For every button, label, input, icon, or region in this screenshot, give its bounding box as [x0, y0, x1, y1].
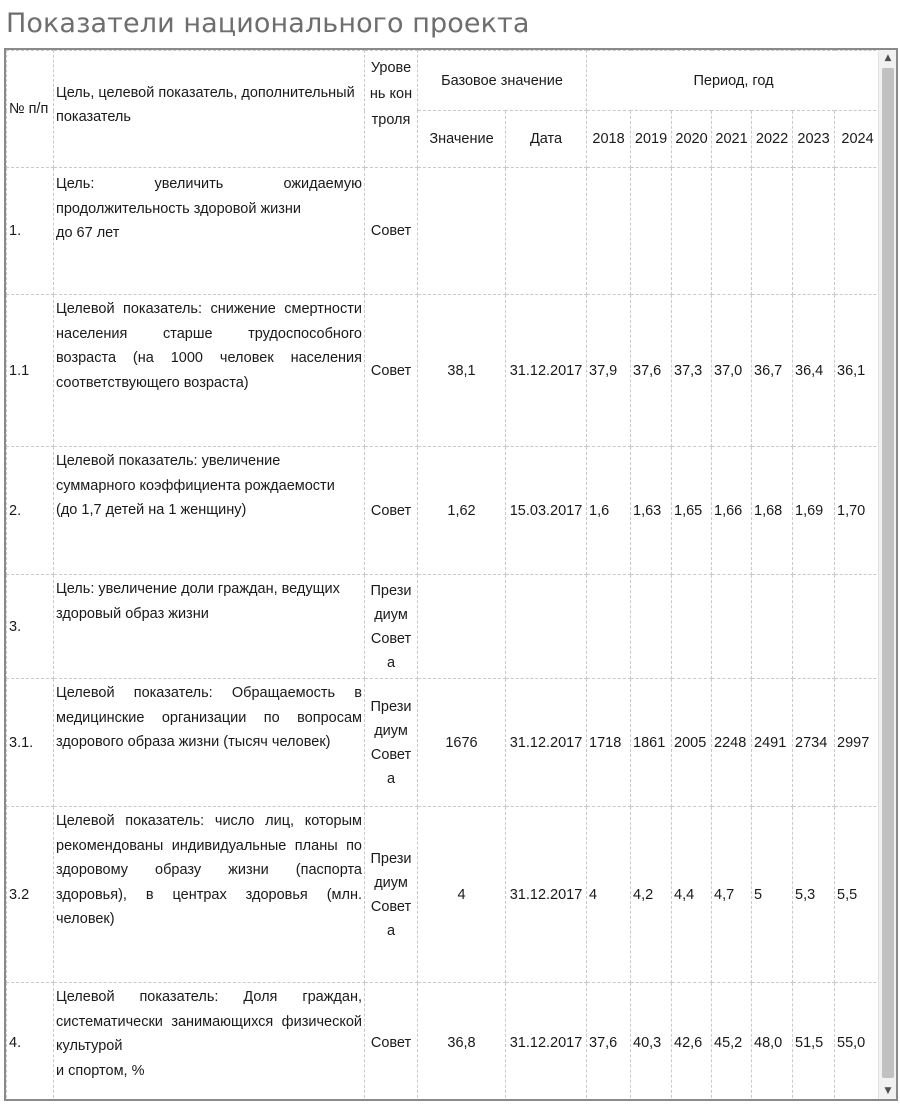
row-year-value — [752, 168, 793, 295]
row-text-line: Целевой показатель: снижение смертности населения старше трудоспособного возраста (на 1000 человек населения соответствующего возраста) — [56, 301, 362, 391]
row-year-value: 1,68 — [752, 447, 793, 575]
row-year-value — [587, 168, 631, 295]
row-year-value: 55,0 — [835, 983, 880, 1100]
row-text-line: здоровый образ жизни — [56, 605, 209, 622]
row-num: 4. — [7, 983, 54, 1100]
row-base-date: 31.12.2017 — [506, 295, 587, 447]
chevron-up-icon[interactable]: ▲ — [884, 53, 892, 63]
row-year-value: 1,69 — [793, 447, 835, 575]
row-year-value: 1,63 — [631, 447, 672, 575]
row-text-line: (до 1,7 детей на 1 женщину) — [56, 502, 247, 518]
row-level: Совет — [365, 295, 418, 447]
row-year-value: 1,70 — [835, 447, 880, 575]
row-text-line: до 67 лет — [56, 225, 120, 241]
row-year-value — [712, 168, 752, 295]
row-year-value: 37,0 — [712, 295, 752, 447]
row-year-value — [631, 575, 672, 679]
row-base-date — [506, 168, 587, 295]
row-year-value: 5 — [752, 807, 793, 983]
row-base-date: 31.12.2017 — [506, 679, 587, 807]
header-base-value: Значение — [418, 111, 506, 168]
row-text — [54, 447, 365, 575]
row-text-line: Целевой показатель: увеличение суммарного коэффициента рождаемости — [56, 453, 335, 494]
row-year-value: 40,3 — [631, 983, 672, 1100]
row-base-value: 38,1 — [418, 295, 506, 447]
row-year-value: 42,6 — [672, 983, 712, 1100]
table-row — [7, 807, 881, 983]
row-year-value: 4 — [587, 807, 631, 983]
row-level: Совет — [365, 168, 418, 295]
row-text — [54, 807, 365, 983]
row-base-date — [506, 575, 587, 679]
row-year-value: 37,6 — [587, 983, 631, 1100]
row-year-value — [835, 168, 880, 295]
row-level: Президиум Совета — [365, 575, 418, 679]
row-year-value: 36,4 — [793, 295, 835, 447]
header-goal: Цель, целевой показатель, дополнительный показатель — [54, 51, 365, 168]
row-level: Президиум Совета — [365, 679, 418, 807]
table-row — [7, 168, 881, 295]
row-base-value — [418, 168, 506, 295]
row-text — [54, 295, 365, 447]
row-text — [54, 168, 365, 295]
row-year-value — [793, 575, 835, 679]
row-base-value: 1676 — [418, 679, 506, 807]
header-period: Период, год — [587, 51, 880, 111]
header-year: 2024 — [835, 111, 880, 168]
indicators-table — [6, 50, 880, 1099]
row-year-value — [631, 168, 672, 295]
row-year-value — [587, 575, 631, 679]
row-text-line: Цель: увеличение доли граждан, ведущих — [56, 581, 340, 597]
header-num: № п/п — [7, 51, 54, 168]
row-year-value — [835, 575, 880, 679]
row-text — [54, 679, 365, 807]
chevron-down-icon[interactable]: ▼ — [884, 1086, 892, 1096]
row-year-value: 4,4 — [672, 807, 712, 983]
vertical-scrollbar[interactable] — [878, 50, 896, 1099]
header-year: 2021 — [712, 111, 752, 168]
row-level: Совет — [365, 447, 418, 575]
row-year-value: 36,1 — [835, 295, 880, 447]
row-text — [54, 983, 365, 1100]
row-year-value: 37,9 — [587, 295, 631, 447]
row-year-value: 36,7 — [752, 295, 793, 447]
row-year-value: 2005 — [672, 679, 712, 807]
row-year-value: 48,0 — [752, 983, 793, 1100]
row-year-value: 4,2 — [631, 807, 672, 983]
row-level: Совет — [365, 983, 418, 1100]
row-year-value: 1,6 — [587, 447, 631, 575]
page-title: Показатели национального проекта — [6, 8, 530, 39]
row-year-value: 1,66 — [712, 447, 752, 575]
row-base-value: 36,8 — [418, 983, 506, 1100]
row-year-value: 1,65 — [672, 447, 712, 575]
row-num: 3. — [7, 575, 54, 679]
row-text-line: Целевой показатель: число лиц, которым рекомендованы индивидуальные планы по здоровому образу жизни (паспорта здоровья), в центрах здоровья (млн. человек) — [56, 813, 362, 927]
row-num: 2. — [7, 447, 54, 575]
row-year-value: 1861 — [631, 679, 672, 807]
row-num: 1.1 — [7, 295, 54, 447]
row-year-value — [712, 575, 752, 679]
table-row — [7, 983, 881, 1100]
row-base-value: 1,62 — [418, 447, 506, 575]
header-year: 2022 — [752, 111, 793, 168]
row-year-value — [752, 575, 793, 679]
row-text-line: и спортом, % — [56, 1062, 145, 1079]
row-text-line: Цель: увеличить ожидаемую продолжительность здоровой жизни — [56, 176, 362, 217]
row-year-value: 2248 — [712, 679, 752, 807]
table-frame — [4, 48, 898, 1101]
table-row — [7, 295, 881, 447]
row-text-line: Целевой показатель: Доля граждан, систематически занимающихся физической культурой — [56, 989, 362, 1054]
row-year-value: 51,5 — [793, 983, 835, 1100]
row-base-date: 31.12.2017 — [506, 807, 587, 983]
header-year: 2018 — [587, 111, 631, 168]
row-base-value — [418, 575, 506, 679]
row-year-value: 37,3 — [672, 295, 712, 447]
row-base-date: 15.03.2017 — [506, 447, 587, 575]
row-text-line: Целевой показатель: Обращаемость в медицинские организации по вопросам здорового образа жизни (тысяч человек) — [56, 685, 362, 750]
row-level: Президиум Совета — [365, 807, 418, 983]
row-year-value: 4,7 — [712, 807, 752, 983]
table-row — [7, 447, 881, 575]
header-base: Базовое значение — [418, 51, 587, 111]
row-base-date: 31.12.2017 — [506, 983, 587, 1100]
row-year-value: 45,2 — [712, 983, 752, 1100]
header-year: 2019 — [631, 111, 672, 168]
table-row — [7, 575, 881, 679]
table-row — [7, 679, 881, 807]
row-year-value: 5,5 — [835, 807, 880, 983]
row-year-value — [793, 168, 835, 295]
row-year-value: 2491 — [752, 679, 793, 807]
row-num: 1. — [7, 168, 54, 295]
row-text — [54, 575, 365, 679]
row-num: 3.2 — [7, 807, 54, 983]
row-num: 3.1. — [7, 679, 54, 807]
header-year: 2023 — [793, 111, 835, 168]
table-scroll-area[interactable] — [6, 50, 880, 1099]
header-year: 2020 — [672, 111, 712, 168]
row-year-value — [672, 168, 712, 295]
row-year-value: 37,6 — [631, 295, 672, 447]
row-year-value: 2734 — [793, 679, 835, 807]
row-year-value: 2997 — [835, 679, 880, 807]
row-year-value: 5,3 — [793, 807, 835, 983]
row-base-value: 4 — [418, 807, 506, 983]
row-year-value: 1718 — [587, 679, 631, 807]
row-year-value — [672, 575, 712, 679]
scrollbar-thumb[interactable] — [882, 68, 894, 1078]
header-base-date: Дата — [506, 111, 587, 168]
header-level: Уровень контроля — [365, 51, 418, 168]
